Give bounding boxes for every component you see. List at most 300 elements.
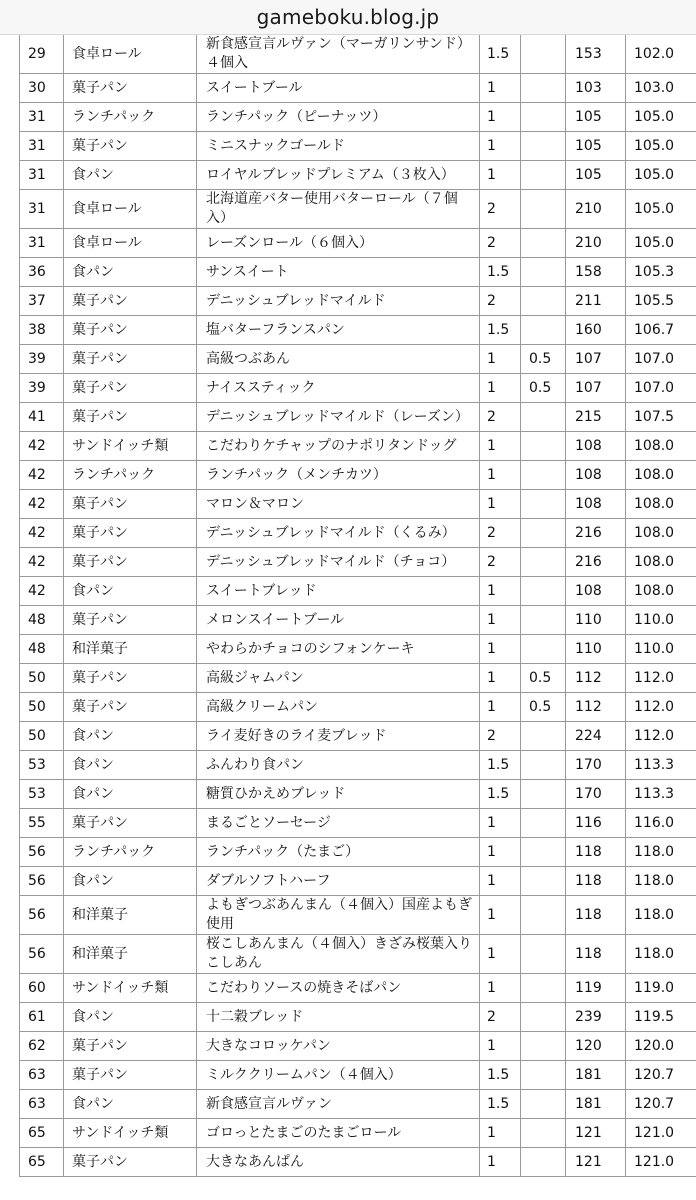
quantity-cell: 2 <box>480 722 521 751</box>
price-cell: 110 <box>566 635 626 664</box>
product-name-cell: ランチパック（たまご） <box>197 838 480 867</box>
category-cell: 菓子パン <box>64 287 197 316</box>
price-cell: 216 <box>566 519 626 548</box>
product-name-cell: やわらかチョコのシフォンケーキ <box>197 635 480 664</box>
ranking-table-body <box>20 35 696 1177</box>
rank-cell: 56 <box>20 896 64 935</box>
product-name-cell: 高級クリームパン <box>197 693 480 722</box>
bonus-cell <box>521 229 566 258</box>
unit-price-cell: 108.0 <box>626 577 696 606</box>
category-cell: サンドイッチ類 <box>64 432 197 461</box>
unit-price-cell: 108.0 <box>626 461 696 490</box>
product-name-cell: ロイヤルブレッドプレミアム（３枚入） <box>197 161 480 190</box>
product-name-cell: 桜こしあんまん（４個入）きざみ桜葉入りこしあん <box>197 935 480 974</box>
rank-cell: 39 <box>20 345 64 374</box>
unit-price-cell: 113.3 <box>626 780 696 809</box>
rank-cell: 42 <box>20 461 64 490</box>
bonus-cell <box>521 74 566 103</box>
table-row <box>20 103 696 132</box>
bonus-cell <box>521 935 566 974</box>
unit-price-cell: 105.0 <box>626 229 696 258</box>
table-row <box>20 867 696 896</box>
rank-cell: 48 <box>20 606 64 635</box>
unit-price-cell: 112.0 <box>626 664 696 693</box>
table-row <box>20 1003 696 1032</box>
category-cell: 菓子パン <box>64 1148 197 1177</box>
table-row <box>20 1090 696 1119</box>
product-name-cell: 大きなあんぱん <box>197 1148 480 1177</box>
bonus-cell <box>521 751 566 780</box>
table-row <box>20 461 696 490</box>
price-cell: 119 <box>566 974 626 1003</box>
quantity-cell: 1 <box>480 935 521 974</box>
category-cell: 菓子パン <box>64 606 197 635</box>
bonus-cell <box>521 403 566 432</box>
category-cell: 菓子パン <box>64 693 197 722</box>
unit-price-cell: 118.0 <box>626 838 696 867</box>
bonus-cell <box>521 1032 566 1061</box>
table-row <box>20 1032 696 1061</box>
price-cell: 118 <box>566 838 626 867</box>
quantity-cell: 1 <box>480 693 521 722</box>
rank-cell: 60 <box>20 974 64 1003</box>
bonus-cell <box>521 606 566 635</box>
price-cell: 112 <box>566 693 626 722</box>
quantity-cell: 1 <box>480 161 521 190</box>
bonus-cell <box>521 838 566 867</box>
unit-price-cell: 118.0 <box>626 896 696 935</box>
quantity-cell: 1.5 <box>480 1090 521 1119</box>
price-cell: 108 <box>566 461 626 490</box>
category-cell: 食パン <box>64 722 197 751</box>
category-cell: 食パン <box>64 1003 197 1032</box>
unit-price-cell: 107.0 <box>626 374 696 403</box>
quantity-cell: 1.5 <box>480 258 521 287</box>
unit-price-cell: 105.5 <box>626 287 696 316</box>
rank-cell: 31 <box>20 103 64 132</box>
price-cell: 116 <box>566 809 626 838</box>
bonus-cell <box>521 974 566 1003</box>
product-name-cell: ダブルソフトハーフ <box>197 867 480 896</box>
quantity-cell: 1 <box>480 867 521 896</box>
price-cell: 105 <box>566 132 626 161</box>
rank-cell: 50 <box>20 664 64 693</box>
price-cell: 118 <box>566 867 626 896</box>
rank-cell: 53 <box>20 751 64 780</box>
rank-cell: 65 <box>20 1148 64 1177</box>
rank-cell: 48 <box>20 635 64 664</box>
quantity-cell: 1 <box>480 432 521 461</box>
product-name-cell: 塩バターフランスパン <box>197 316 480 345</box>
table-row <box>20 35 696 74</box>
price-cell: 105 <box>566 103 626 132</box>
product-name-cell: ランチパック（ピーナッツ） <box>197 103 480 132</box>
rank-cell: 55 <box>20 809 64 838</box>
category-cell: 菓子パン <box>64 374 197 403</box>
table-row <box>20 190 696 229</box>
quantity-cell: 1 <box>480 606 521 635</box>
product-name-cell: 十二穀ブレッド <box>197 1003 480 1032</box>
product-name-cell: デニッシュブレッドマイルド <box>197 287 480 316</box>
category-cell: 食パン <box>64 751 197 780</box>
table-row <box>20 519 696 548</box>
price-cell: 112 <box>566 664 626 693</box>
product-name-cell: デニッシュブレッドマイルド（チョコ） <box>197 548 480 577</box>
rank-cell: 42 <box>20 548 64 577</box>
ranking-table <box>19 34 696 1177</box>
category-cell: 菓子パン <box>64 132 197 161</box>
quantity-cell: 1 <box>480 577 521 606</box>
category-cell: 食卓ロール <box>64 229 197 258</box>
table-row <box>20 635 696 664</box>
bonus-cell <box>521 1090 566 1119</box>
bonus-cell <box>521 190 566 229</box>
unit-price-cell: 121.0 <box>626 1148 696 1177</box>
rank-cell: 42 <box>20 519 64 548</box>
table-row <box>20 132 696 161</box>
table-row <box>20 896 696 935</box>
rank-cell: 29 <box>20 35 64 74</box>
unit-price-cell: 116.0 <box>626 809 696 838</box>
table-row <box>20 780 696 809</box>
bonus-cell <box>521 780 566 809</box>
category-cell: ランチパック <box>64 461 197 490</box>
price-cell: 108 <box>566 432 626 461</box>
table-row <box>20 229 696 258</box>
category-cell: 菓子パン <box>64 316 197 345</box>
category-cell: 菓子パン <box>64 490 197 519</box>
category-cell: 菓子パン <box>64 74 197 103</box>
price-cell: 170 <box>566 780 626 809</box>
bonus-cell <box>521 722 566 751</box>
category-cell: 食卓ロール <box>64 35 197 74</box>
quantity-cell: 2 <box>480 548 521 577</box>
quantity-cell: 1 <box>480 74 521 103</box>
table-row <box>20 935 696 974</box>
rank-cell: 53 <box>20 780 64 809</box>
rank-cell: 31 <box>20 132 64 161</box>
category-cell: 食パン <box>64 867 197 896</box>
rank-cell: 36 <box>20 258 64 287</box>
bonus-cell: 0.5 <box>521 345 566 374</box>
product-name-cell: 北海道産バター使用バターロール（７個入） <box>197 190 480 229</box>
price-cell: 118 <box>566 896 626 935</box>
quantity-cell: 1 <box>480 1119 521 1148</box>
table-row <box>20 751 696 780</box>
quantity-cell: 1.5 <box>480 751 521 780</box>
quantity-cell: 1 <box>480 345 521 374</box>
bonus-cell <box>521 161 566 190</box>
category-cell: 食パン <box>64 780 197 809</box>
bonus-cell: 0.5 <box>521 693 566 722</box>
bonus-cell <box>521 432 566 461</box>
rank-cell: 31 <box>20 161 64 190</box>
product-name-cell: ナイススティック <box>197 374 480 403</box>
quantity-cell: 1 <box>480 1032 521 1061</box>
price-cell: 110 <box>566 606 626 635</box>
quantity-cell: 1 <box>480 809 521 838</box>
rank-cell: 42 <box>20 577 64 606</box>
table-row <box>20 548 696 577</box>
product-name-cell: サンスイート <box>197 258 480 287</box>
bonus-cell <box>521 132 566 161</box>
price-cell: 107 <box>566 345 626 374</box>
category-cell: 和洋菓子 <box>64 935 197 974</box>
quantity-cell: 1.5 <box>480 1061 521 1090</box>
price-cell: 181 <box>566 1061 626 1090</box>
product-name-cell: ミニスナックゴールド <box>197 132 480 161</box>
table-row <box>20 74 696 103</box>
rank-cell: 39 <box>20 374 64 403</box>
product-name-cell: ふんわり食パン <box>197 751 480 780</box>
category-cell: 菓子パン <box>64 548 197 577</box>
table-row <box>20 606 696 635</box>
category-cell: 菓子パン <box>64 664 197 693</box>
category-cell: ランチパック <box>64 838 197 867</box>
price-cell: 120 <box>566 1032 626 1061</box>
product-name-cell: ゴロっとたまごのたまごロール <box>197 1119 480 1148</box>
price-cell: 224 <box>566 722 626 751</box>
product-name-cell: 新食感宣言ルヴァン（マーガリンサンド）４個入 <box>197 35 480 74</box>
category-cell: サンドイッチ類 <box>64 1119 197 1148</box>
bonus-cell <box>521 1061 566 1090</box>
table-row <box>20 490 696 519</box>
product-name-cell: ライ麦好きのライ麦ブレッド <box>197 722 480 751</box>
bonus-cell <box>521 316 566 345</box>
price-cell: 153 <box>566 35 626 74</box>
quantity-cell: 1 <box>480 838 521 867</box>
category-cell: 食パン <box>64 1090 197 1119</box>
table-row <box>20 1061 696 1090</box>
table-row <box>20 287 696 316</box>
unit-price-cell: 120.0 <box>626 1032 696 1061</box>
bonus-cell <box>521 1119 566 1148</box>
product-name-cell: 高級つぶあん <box>197 345 480 374</box>
quantity-cell: 2 <box>480 403 521 432</box>
unit-price-cell: 105.0 <box>626 103 696 132</box>
rank-cell: 63 <box>20 1061 64 1090</box>
category-cell: 食卓ロール <box>64 190 197 229</box>
bonus-cell <box>521 1148 566 1177</box>
product-name-cell: デニッシュブレッドマイルド（くるみ） <box>197 519 480 548</box>
bonus-cell <box>521 577 566 606</box>
rank-cell: 31 <box>20 229 64 258</box>
unit-price-cell: 108.0 <box>626 432 696 461</box>
quantity-cell: 1 <box>480 974 521 1003</box>
product-name-cell: スイートブール <box>197 74 480 103</box>
category-cell: 和洋菓子 <box>64 635 197 664</box>
bonus-cell <box>521 548 566 577</box>
unit-price-cell: 102.0 <box>626 35 696 74</box>
table-row <box>20 258 696 287</box>
bonus-cell <box>521 809 566 838</box>
price-cell: 158 <box>566 258 626 287</box>
bonus-cell <box>521 896 566 935</box>
price-cell: 210 <box>566 229 626 258</box>
product-name-cell: 高級ジャムパン <box>197 664 480 693</box>
bonus-cell <box>521 258 566 287</box>
price-cell: 210 <box>566 190 626 229</box>
price-cell: 105 <box>566 161 626 190</box>
price-cell: 181 <box>566 1090 626 1119</box>
price-cell: 107 <box>566 374 626 403</box>
unit-price-cell: 113.3 <box>626 751 696 780</box>
quantity-cell: 1 <box>480 1148 521 1177</box>
bonus-cell <box>521 635 566 664</box>
table-row <box>20 974 696 1003</box>
bonus-cell <box>521 519 566 548</box>
price-cell: 215 <box>566 403 626 432</box>
table-row <box>20 1148 696 1177</box>
category-cell: 菓子パン <box>64 809 197 838</box>
table-row <box>20 693 696 722</box>
quantity-cell: 2 <box>480 190 521 229</box>
product-name-cell: こだわりソースの焼きそばパン <box>197 974 480 1003</box>
rank-cell: 42 <box>20 432 64 461</box>
unit-price-cell: 110.0 <box>626 635 696 664</box>
price-cell: 118 <box>566 935 626 974</box>
category-cell: 食パン <box>64 258 197 287</box>
quantity-cell: 1 <box>480 896 521 935</box>
quantity-cell: 2 <box>480 287 521 316</box>
url-text: gameboku.blog.jp <box>256 5 440 29</box>
rank-cell: 50 <box>20 693 64 722</box>
unit-price-cell: 107.0 <box>626 345 696 374</box>
bonus-cell <box>521 103 566 132</box>
bonus-cell: 0.5 <box>521 664 566 693</box>
product-name-cell: マロン＆マロン <box>197 490 480 519</box>
unit-price-cell: 108.0 <box>626 519 696 548</box>
rank-cell: 30 <box>20 74 64 103</box>
category-cell: サンドイッチ類 <box>64 974 197 1003</box>
price-cell: 121 <box>566 1148 626 1177</box>
table-row <box>20 316 696 345</box>
rank-cell: 56 <box>20 838 64 867</box>
quantity-cell: 1 <box>480 664 521 693</box>
unit-price-cell: 110.0 <box>626 606 696 635</box>
rank-cell: 41 <box>20 403 64 432</box>
product-name-cell: 大きなコロッケパン <box>197 1032 480 1061</box>
unit-price-cell: 105.3 <box>626 258 696 287</box>
unit-price-cell: 108.0 <box>626 490 696 519</box>
price-cell: 108 <box>566 490 626 519</box>
quantity-cell: 1.5 <box>480 316 521 345</box>
product-name-cell: こだわりケチャップのナポリタンドッグ <box>197 432 480 461</box>
product-name-cell: ランチパック（メンチカツ） <box>197 461 480 490</box>
unit-price-cell: 121.0 <box>626 1119 696 1148</box>
address-bar[interactable] <box>0 0 696 35</box>
category-cell: 菓子パン <box>64 519 197 548</box>
unit-price-cell: 105.0 <box>626 132 696 161</box>
quantity-cell: 1 <box>480 374 521 403</box>
rank-cell: 37 <box>20 287 64 316</box>
rank-cell: 65 <box>20 1119 64 1148</box>
product-name-cell: ミルククリームパン（４個入） <box>197 1061 480 1090</box>
bonus-cell <box>521 867 566 896</box>
bonus-cell <box>521 1003 566 1032</box>
bonus-cell <box>521 490 566 519</box>
product-name-cell: スイートブレッド <box>197 577 480 606</box>
unit-price-cell: 112.0 <box>626 722 696 751</box>
unit-price-cell: 120.7 <box>626 1090 696 1119</box>
rank-cell: 42 <box>20 490 64 519</box>
table-row <box>20 161 696 190</box>
table-row <box>20 374 696 403</box>
product-name-cell: デニッシュブレッドマイルド（レーズン） <box>197 403 480 432</box>
product-name-cell: 糖質ひかえめブレッド <box>197 780 480 809</box>
category-cell: 食パン <box>64 577 197 606</box>
table-row <box>20 664 696 693</box>
unit-price-cell: 106.7 <box>626 316 696 345</box>
product-name-cell: 新食感宣言ルヴァン <box>197 1090 480 1119</box>
quantity-cell: 1.5 <box>480 780 521 809</box>
quantity-cell: 1 <box>480 490 521 519</box>
unit-price-cell: 108.0 <box>626 548 696 577</box>
table-row <box>20 722 696 751</box>
price-cell: 211 <box>566 287 626 316</box>
rank-cell: 56 <box>20 935 64 974</box>
quantity-cell: 1 <box>480 461 521 490</box>
rank-cell: 56 <box>20 867 64 896</box>
ranking-table-container[interactable] <box>0 34 696 1200</box>
table-row <box>20 403 696 432</box>
unit-price-cell: 119.5 <box>626 1003 696 1032</box>
price-cell: 160 <box>566 316 626 345</box>
price-cell: 121 <box>566 1119 626 1148</box>
quantity-cell: 2 <box>480 1003 521 1032</box>
rank-cell: 62 <box>20 1032 64 1061</box>
bonus-cell <box>521 287 566 316</box>
unit-price-cell: 118.0 <box>626 935 696 974</box>
rank-cell: 63 <box>20 1090 64 1119</box>
quantity-cell: 2 <box>480 519 521 548</box>
unit-price-cell: 107.5 <box>626 403 696 432</box>
unit-price-cell: 105.0 <box>626 190 696 229</box>
product-name-cell: よもぎつぶあんまん（４個入）国産よもぎ使用 <box>197 896 480 935</box>
table-row <box>20 1119 696 1148</box>
unit-price-cell: 103.0 <box>626 74 696 103</box>
unit-price-cell: 112.0 <box>626 693 696 722</box>
category-cell: 食パン <box>64 161 197 190</box>
rank-cell: 31 <box>20 190 64 229</box>
category-cell: 菓子パン <box>64 1061 197 1090</box>
bonus-cell <box>521 35 566 74</box>
bonus-cell <box>521 461 566 490</box>
table-row <box>20 577 696 606</box>
rank-cell: 61 <box>20 1003 64 1032</box>
price-cell: 239 <box>566 1003 626 1032</box>
table-row <box>20 345 696 374</box>
quantity-cell: 1 <box>480 103 521 132</box>
category-cell: 菓子パン <box>64 403 197 432</box>
price-cell: 170 <box>566 751 626 780</box>
table-row <box>20 432 696 461</box>
price-cell: 103 <box>566 74 626 103</box>
bonus-cell: 0.5 <box>521 374 566 403</box>
table-row <box>20 809 696 838</box>
unit-price-cell: 119.0 <box>626 974 696 1003</box>
price-cell: 216 <box>566 548 626 577</box>
unit-price-cell: 118.0 <box>626 867 696 896</box>
quantity-cell: 1 <box>480 635 521 664</box>
product-name-cell: メロンスイートブール <box>197 606 480 635</box>
quantity-cell: 1 <box>480 132 521 161</box>
unit-price-cell: 120.7 <box>626 1061 696 1090</box>
category-cell: 菓子パン <box>64 345 197 374</box>
category-cell: ランチパック <box>64 103 197 132</box>
product-name-cell: まるごとソーセージ <box>197 809 480 838</box>
price-cell: 108 <box>566 577 626 606</box>
